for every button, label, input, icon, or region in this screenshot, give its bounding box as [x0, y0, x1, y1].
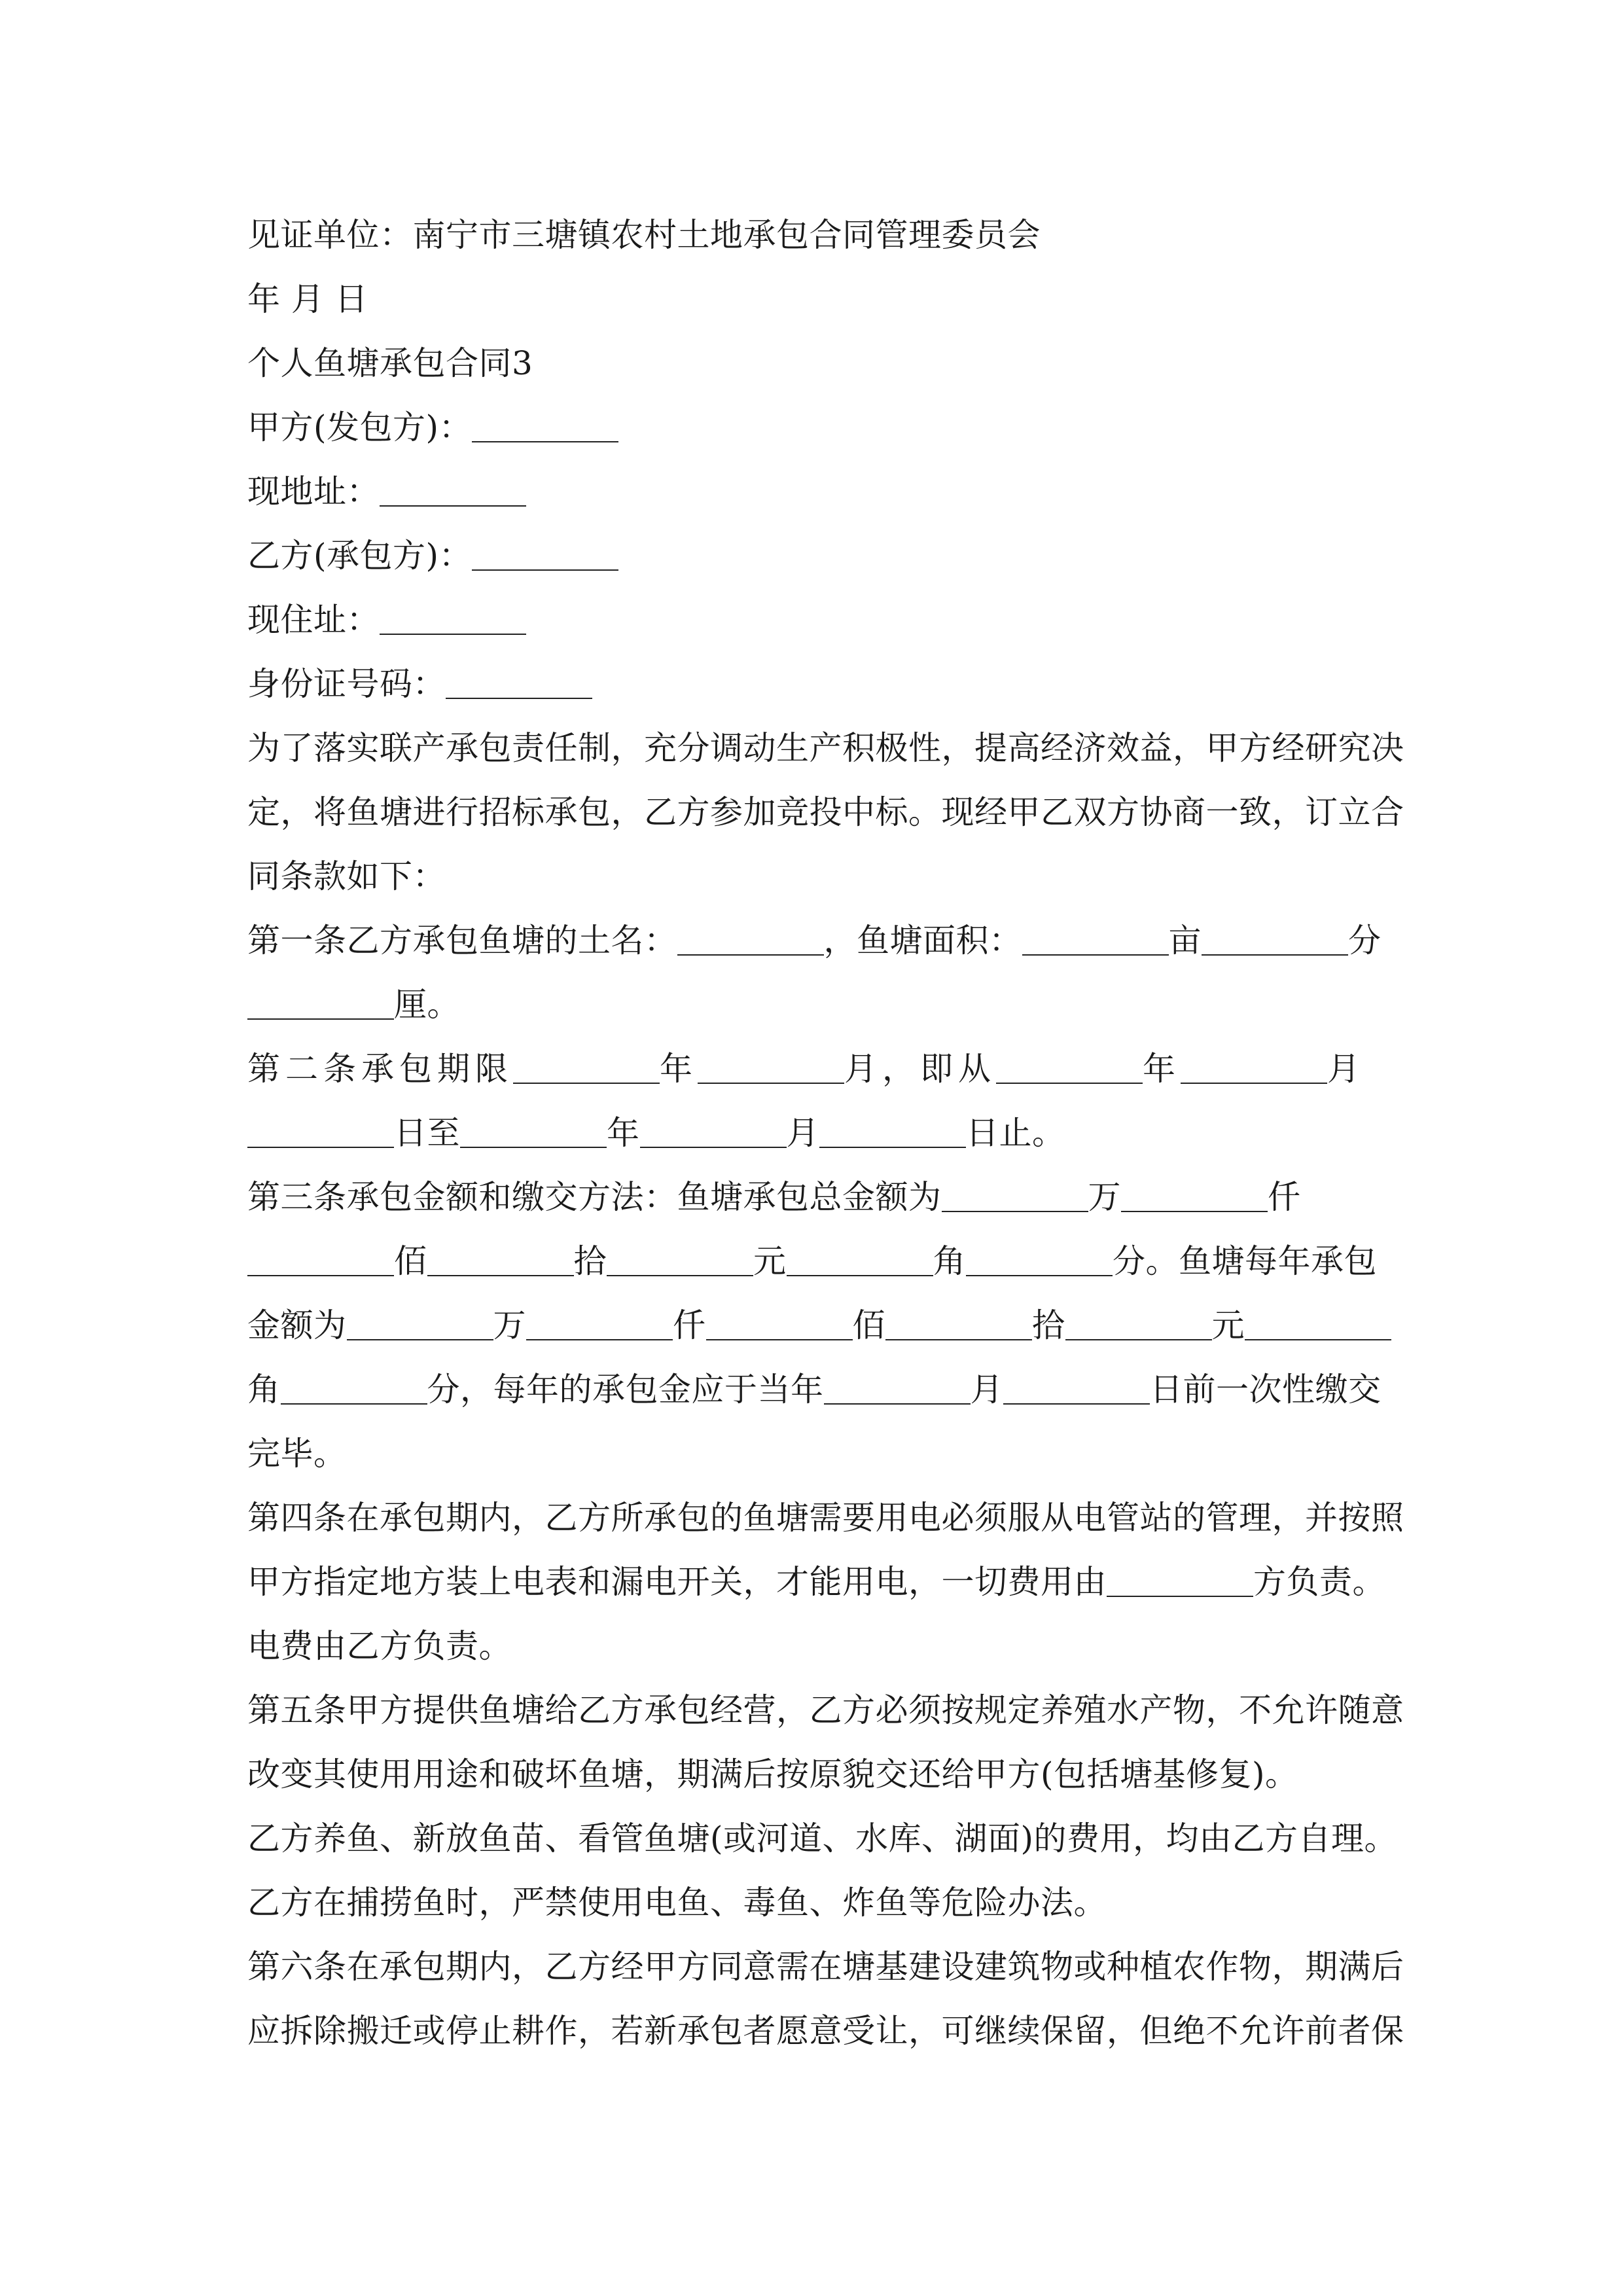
blank: [942, 1178, 1088, 1212]
blank: [247, 986, 394, 1020]
article-2-text: 日止。: [966, 1114, 1065, 1152]
article-3-text: 元: [753, 1242, 787, 1280]
blank: [281, 1371, 427, 1405]
date-line: 年 月 日: [247, 280, 368, 318]
article-3-text: 日前一次性缴交: [1150, 1371, 1382, 1408]
article-2-text: 第二条承包期限: [247, 1050, 513, 1088]
article-6-line: 应拆除搬迁或停止耕作，若新承包者愿意受让，可继续保留，但绝不允许前者保: [247, 2012, 1404, 2050]
id-number-label: 身份证号码：: [247, 665, 446, 703]
contract-title: 个人鱼塘承包合同3: [247, 344, 533, 382]
address-b-line: [247, 588, 1386, 652]
blank: [824, 1371, 971, 1405]
blank: [247, 1242, 394, 1276]
party-b-label: 乙方(承包方)：: [247, 537, 473, 575]
intro-line: 同条款如下：: [247, 857, 446, 895]
blank: [1065, 1306, 1212, 1340]
article-3-text: 佰: [852, 1306, 885, 1344]
article-3-text: 金额为: [247, 1306, 347, 1344]
article-3-text: 拾: [573, 1242, 607, 1280]
id-number-line: [247, 652, 1386, 716]
article-4-text: 方负责。: [1253, 1563, 1385, 1601]
article-5-line: 乙方养鱼、新放鱼苗、看管鱼塘(或河道、水库、湖面)的费用，均由乙方自理。: [247, 1820, 1398, 1857]
article-3-line: [247, 1165, 1386, 1229]
article-3-text: 元: [1211, 1306, 1245, 1344]
intro-line: 定，将鱼塘进行招标承包，乙方参加竞投中标。现经甲乙双方协商一致，订立合: [247, 793, 1404, 831]
blank: [996, 1050, 1143, 1084]
article-4-line: 第四条在承包期内，乙方所承包的鱼塘需要用电必须服从电管站的管理，并按照: [247, 1499, 1404, 1537]
blank: [885, 1306, 1032, 1340]
party-a-line: [247, 395, 1386, 459]
article-3-text: 万: [1088, 1178, 1121, 1216]
blank: [526, 1306, 673, 1340]
article-2-text: 月: [1327, 1050, 1365, 1088]
article-1-text: 亩: [1168, 922, 1202, 960]
article-2-text: 年: [607, 1114, 640, 1152]
blank: [1022, 922, 1169, 956]
article-3-line: [247, 1357, 1386, 1422]
article-4-line: 电费由乙方负责。: [247, 1627, 512, 1665]
article-1-text: 第一条乙方承包鱼塘的土名：: [247, 922, 677, 960]
article-3-text: 佰: [394, 1242, 427, 1280]
article-1-line: [247, 908, 1386, 973]
article-2-line: [247, 1037, 1386, 1101]
article-3-text: 分。鱼塘每年承包: [1113, 1242, 1377, 1280]
article-2-line: [247, 1101, 1386, 1165]
article-5-line: 改变其使用用途和破坏鱼塘，期满后按原貌交还给甲方(包括塘基修复)。: [247, 1755, 1298, 1793]
party-b-line: [247, 524, 1386, 588]
party-a-blank: [472, 408, 618, 442]
article-3-text: 角: [247, 1371, 281, 1408]
article-1-text: 厘。: [394, 986, 460, 1024]
blank: [247, 1114, 394, 1148]
blank: [607, 1242, 753, 1276]
address-b-label: 现住址：: [247, 601, 380, 639]
blank: [1245, 1306, 1391, 1340]
article-2-text: 年: [660, 1050, 698, 1088]
blank: [706, 1306, 853, 1340]
article-3-text: 万: [493, 1306, 526, 1344]
contract-page: [247, 203, 1404, 2063]
article-6-line: 第六条在承包期内，乙方经甲方同意需在塘基建设建筑物或种植农作物，期满后: [247, 1948, 1404, 1986]
article-2-text: 月: [786, 1114, 819, 1152]
article-2-text: 月，即从: [844, 1050, 996, 1088]
article-4-text: 甲方指定地方装上电表和漏电开关，才能用电，一切费用由: [247, 1563, 1107, 1601]
address-a-label: 现地址：: [247, 473, 380, 511]
blank: [819, 1114, 966, 1148]
article-3-text: 仟: [1268, 1178, 1301, 1216]
blank: [513, 1050, 660, 1084]
article-5-line: 乙方在捕捞鱼时，严禁使用电鱼、毒鱼、炸鱼等危险办法。: [247, 1884, 1107, 1922]
article-4-line: [247, 1550, 1386, 1614]
party-b-blank: [472, 537, 618, 571]
blank: [787, 1242, 933, 1276]
article-1-text: ，鱼塘面积：: [823, 922, 1022, 960]
blank: [347, 1306, 493, 1340]
article-3-text: 角: [933, 1242, 966, 1280]
blank: [1181, 1050, 1327, 1084]
article-3-line: [247, 1293, 1386, 1357]
article-3-text: 分，每年的承包金应于当年: [427, 1371, 824, 1408]
blank: [460, 1114, 607, 1148]
article-2-text: 日至: [394, 1114, 460, 1152]
address-a-blank: [380, 473, 526, 507]
witness-line: 见证单位：南宁市三塘镇农村土地承包合同管理委员会: [247, 216, 1041, 254]
blank: [1003, 1371, 1150, 1405]
blank: [640, 1114, 787, 1148]
article-3-text: 仟: [673, 1306, 706, 1344]
article-3-text: 月: [970, 1371, 1003, 1408]
intro-line: 为了落实联产承包责任制，充分调动生产积极性，提高经济效益，甲方经研究决: [247, 729, 1404, 767]
article-3-line: 完毕。: [247, 1435, 347, 1473]
article-3-text: 拾: [1032, 1306, 1065, 1344]
blank: [1202, 922, 1348, 956]
blank: [698, 1050, 844, 1084]
blank: [427, 1242, 574, 1276]
blank: [1107, 1563, 1253, 1597]
blank: [1121, 1178, 1268, 1212]
address-a-line: [247, 459, 1386, 524]
article-2-text: 年: [1143, 1050, 1181, 1088]
article-1-text: 分: [1348, 922, 1382, 960]
article-3-text: 第三条承包金额和缴交方法：鱼塘承包总金额为: [247, 1178, 942, 1216]
id-number-blank: [446, 665, 592, 699]
article-5-line: 第五条甲方提供鱼塘给乙方承包经营，乙方必须按规定养殖水产物，不允许随意: [247, 1691, 1404, 1729]
blank: [677, 922, 824, 956]
address-b-blank: [380, 601, 526, 635]
article-3-line: [247, 1229, 1386, 1293]
party-a-label: 甲方(发包方)：: [247, 408, 473, 446]
blank: [966, 1242, 1113, 1276]
article-1-line: [247, 973, 1386, 1037]
